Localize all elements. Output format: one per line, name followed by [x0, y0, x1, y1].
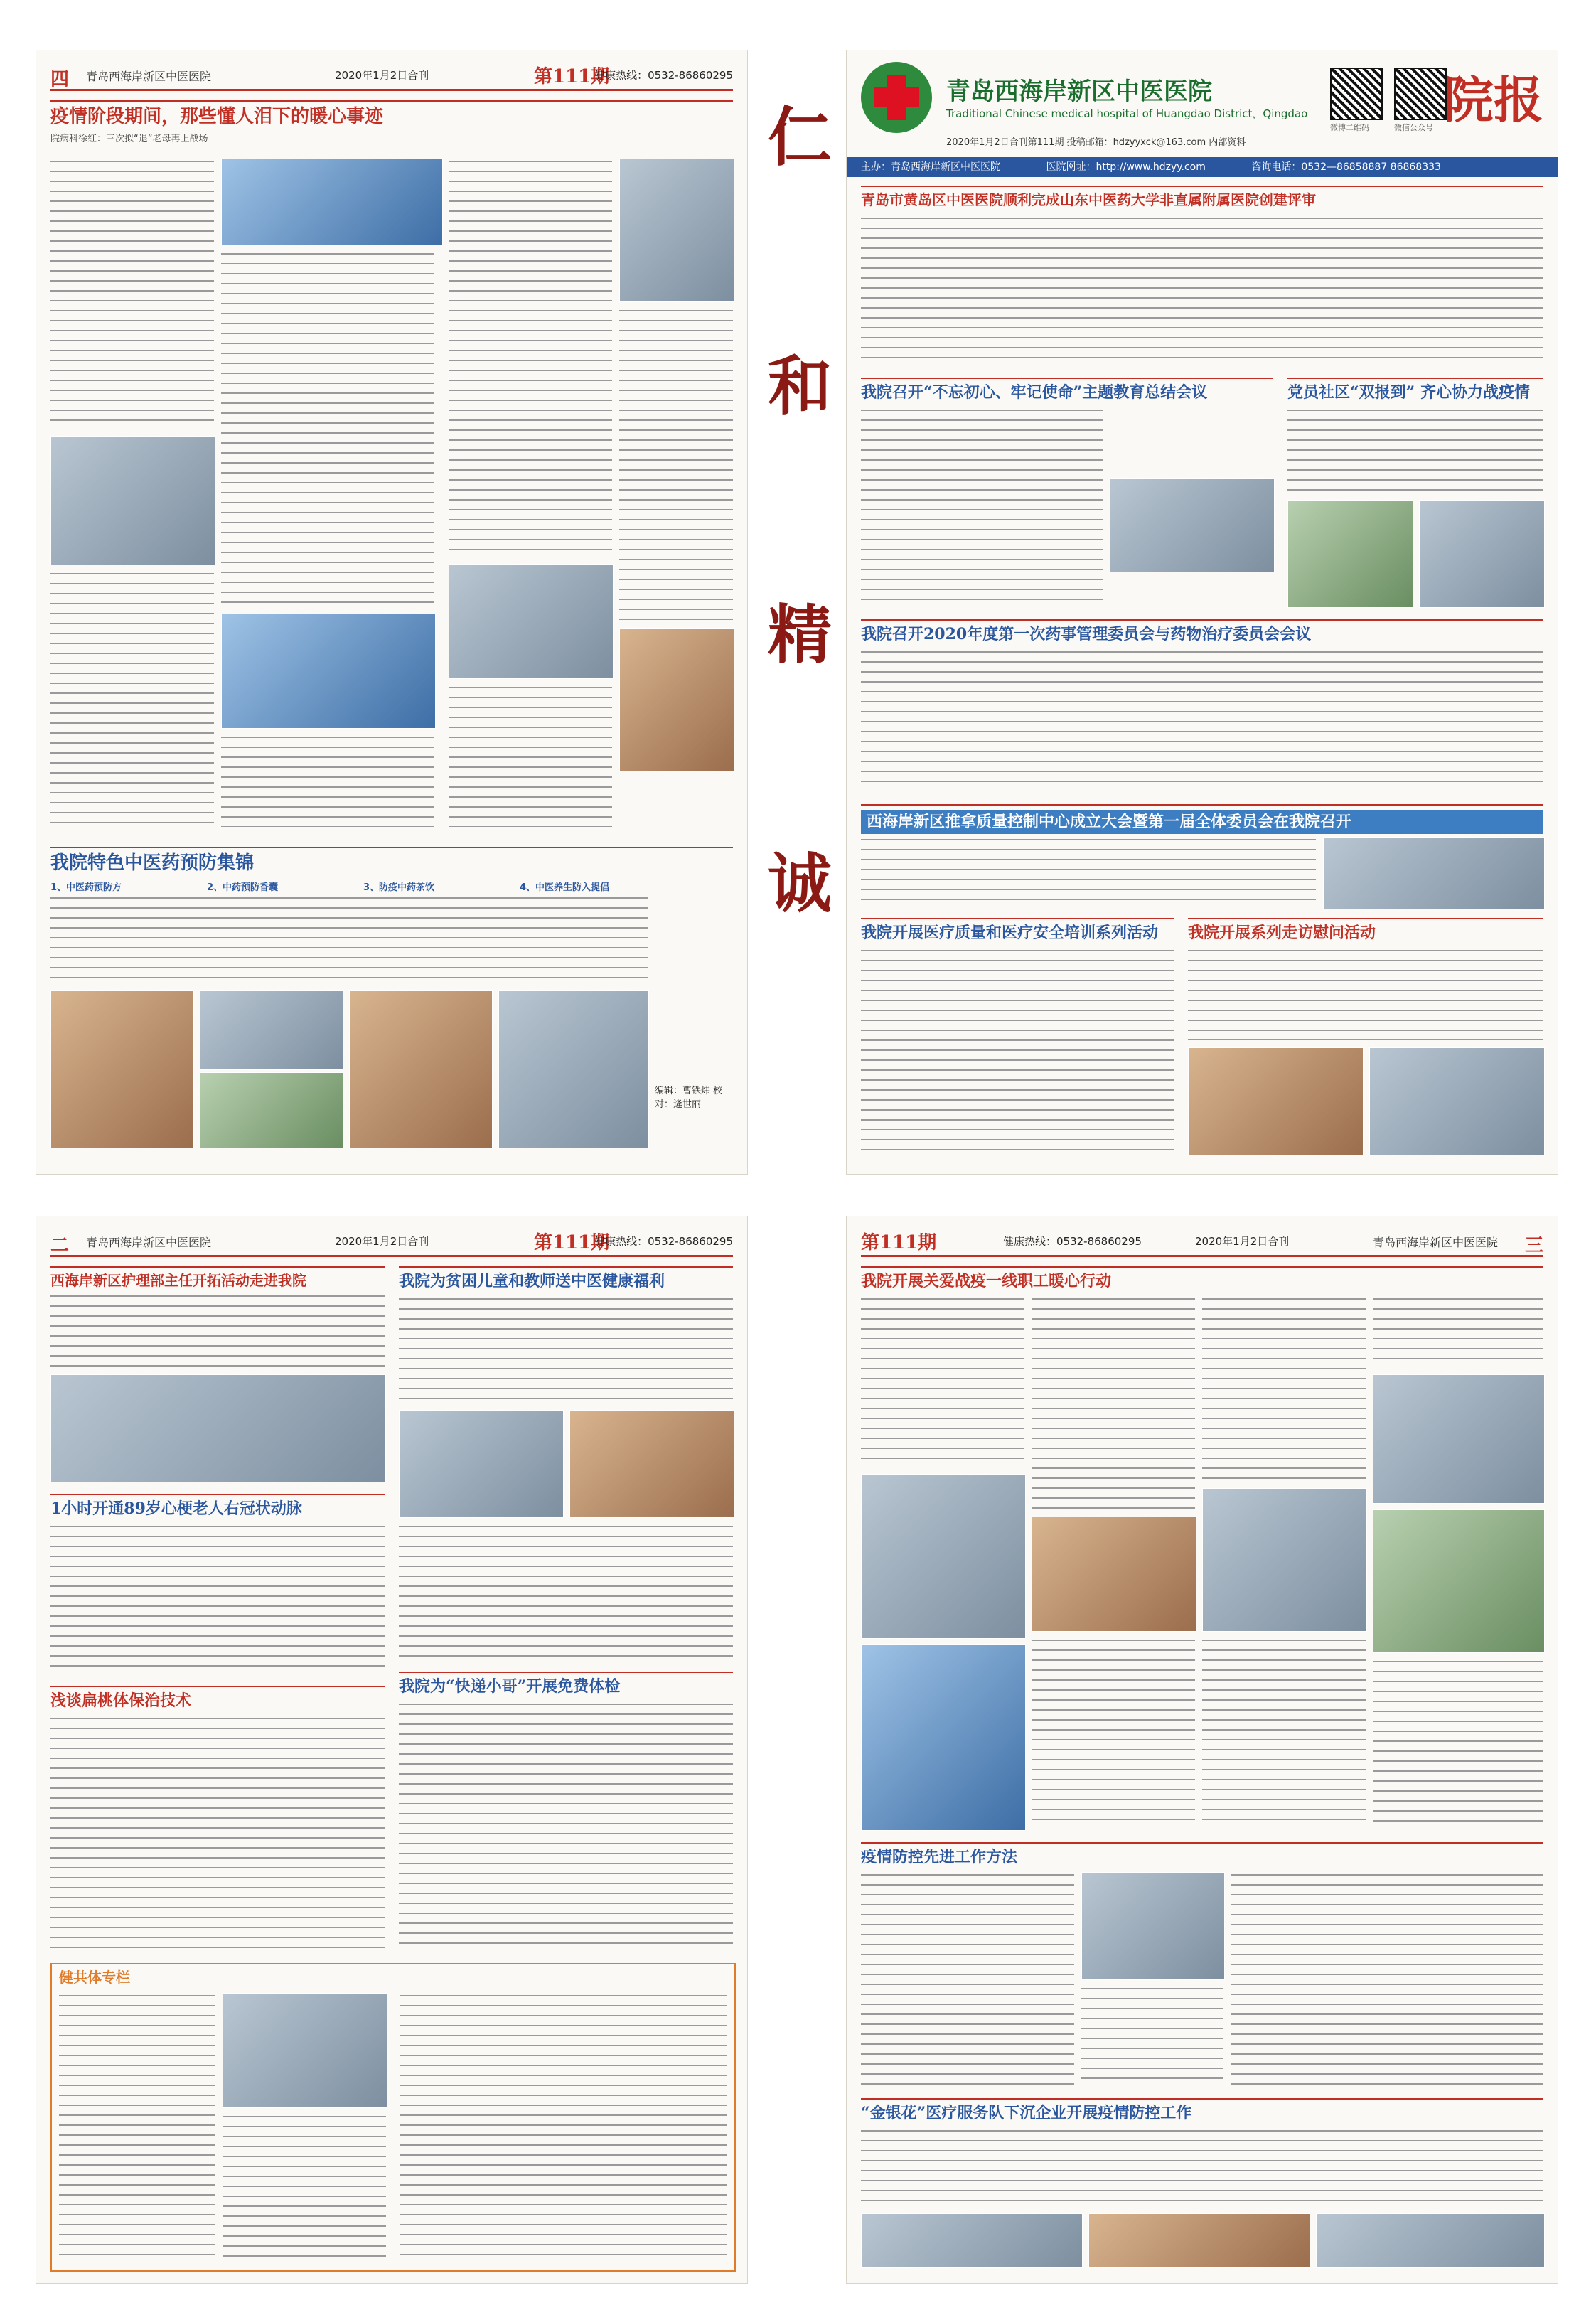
page-header — [50, 1226, 733, 1257]
photo — [1110, 478, 1275, 572]
article-body — [1373, 1296, 1543, 1367]
photo — [221, 159, 443, 245]
item-label: 2、中药预防香囊 — [207, 882, 279, 893]
photo — [1081, 1872, 1225, 1980]
article-body — [1287, 407, 1543, 493]
website: 医院网址：http://www.hdzyy.com — [1046, 161, 1206, 173]
article-body — [449, 685, 612, 827]
article-body — [399, 1701, 733, 1950]
article-body — [861, 948, 1174, 1154]
issue-date: 2020年1月2日合刊 — [335, 69, 429, 82]
hospital-logo — [861, 62, 932, 133]
article-massage-center — [861, 804, 1543, 912]
photo — [1088, 2213, 1310, 2268]
photo — [861, 1474, 1026, 1639]
headline: 党员社区“双报到” 齐心协力战疫情 — [1287, 383, 1530, 402]
article-care-frontline — [861, 1266, 1543, 1836]
headline: 健共体专栏 — [59, 1969, 130, 1986]
photo — [1316, 2213, 1545, 2268]
photo — [1369, 1047, 1545, 1155]
page-number: 四 — [50, 69, 70, 90]
item-label: 4、中医养生防入提倡 — [520, 882, 610, 893]
article-visits — [1188, 918, 1543, 1161]
hospital-name-en: Traditional Chinese medical hospital of Huangdao District，Qingdao — [946, 107, 1308, 120]
headline: 我院为贫困儿童和教师送中医健康福利 — [399, 1272, 665, 1290]
article-body — [50, 1293, 385, 1371]
photo — [861, 1644, 1026, 1831]
article-body — [449, 159, 612, 557]
health-community-column — [50, 1963, 736, 2272]
qr-code-icon — [1330, 68, 1383, 120]
headline: 青岛市黄岛区中医医院顺利完成山东中医药大学非直属附属医院创建评审 — [861, 191, 1316, 208]
qr-label: 微博二维码 — [1330, 123, 1369, 132]
page-number: 二 — [50, 1235, 70, 1256]
article-body — [221, 251, 434, 606]
headline: 我院开展医疗质量和医疗安全培训系列活动 — [861, 924, 1159, 942]
article-nursing-directors — [50, 1266, 385, 1488]
photo — [50, 1374, 386, 1482]
article-body — [221, 734, 434, 827]
photo — [200, 990, 343, 1070]
article-poor-children — [399, 1266, 733, 1666]
article-couriers — [399, 1672, 733, 1957]
article-honeysuckle-team — [861, 2098, 1543, 2270]
article-body — [50, 571, 214, 827]
motto-char: 精 — [768, 597, 832, 673]
article-quality-training — [861, 918, 1174, 1161]
issue-number: 第111期 — [534, 66, 610, 87]
hotline: 健康热线：0532-86860295 — [594, 69, 733, 82]
page-one — [846, 50, 1558, 1175]
motto-ribbon — [768, 85, 832, 1116]
masthead — [847, 50, 1558, 150]
headline: 1小时开通89岁心梗老人右冠状动脉 — [50, 1499, 302, 1518]
article-body — [1373, 1659, 1543, 1829]
motto-char: 诚 — [768, 846, 832, 921]
article-epidemic-stories — [50, 100, 733, 834]
article-tcm-prevention — [50, 847, 733, 1161]
article-body — [1032, 1296, 1195, 1509]
article-body — [50, 1524, 385, 1673]
article-body — [861, 407, 1103, 606]
article-body — [861, 215, 1543, 358]
photo — [50, 990, 194, 1148]
page-two — [36, 1216, 748, 2284]
photo — [1287, 500, 1413, 608]
headline: 西海岸新区护理部主任开拓活动走进我院 — [50, 1272, 306, 1289]
hotline: 健康热线：0532-86860295 — [1003, 1235, 1142, 1248]
sponsor: 主办：青岛西海岸新区中医医院 — [861, 161, 1000, 173]
photo — [221, 614, 436, 729]
photo — [349, 990, 493, 1148]
issue-number: 第111期 — [534, 1232, 610, 1253]
sponsor-bar — [847, 157, 1558, 177]
headline: 我院开展关爱战疫一线职工暖心行动 — [861, 1272, 1112, 1290]
motto-char: 仁 — [768, 100, 832, 175]
subheadline: 院病科徐红：三次拟“退”老母再上战场 — [50, 134, 208, 145]
article-body — [50, 895, 648, 980]
headline: 我院为“快递小哥”开展免费体检 — [399, 1677, 621, 1696]
article-body — [1032, 1637, 1195, 1829]
page-number: 三 — [1524, 1235, 1543, 1256]
paper-name: 青岛西海岸新区中医医院 — [86, 70, 212, 83]
article-body — [399, 1296, 733, 1403]
page-four — [36, 50, 748, 1175]
article-prevention-methods — [861, 1842, 1543, 2092]
article-body — [1231, 1872, 1543, 2085]
photo — [399, 1410, 564, 1518]
page-three — [846, 1216, 1558, 2284]
photo — [50, 436, 215, 565]
article-education — [861, 378, 1273, 614]
photo — [619, 159, 734, 302]
article-body — [1202, 1296, 1366, 1481]
item-label: 1、中医药预防方 — [50, 882, 122, 893]
article-body — [1188, 948, 1543, 1040]
article-body — [400, 1993, 727, 2263]
photo — [223, 1993, 387, 2108]
photo — [861, 2213, 1083, 2268]
article-body — [1202, 1637, 1366, 1829]
photo — [1419, 500, 1545, 608]
headline: 我院召开2020年度第一次药事管理委员会与药物治疗委员会会议 — [861, 625, 1312, 643]
article-body — [223, 2114, 386, 2263]
issue-date: 2020年1月2日合刊 — [335, 1235, 429, 1248]
headline: 我院特色中医药预防集锦 — [50, 852, 255, 874]
paper-name: 青岛西海岸新区中医医院 — [1373, 1236, 1499, 1249]
article-body — [861, 649, 1543, 791]
hospital-name: 青岛西海岸新区中医医院 — [946, 77, 1212, 106]
headline: 西海岸新区推拿质量控制中心成立大会暨第一届全体委员会在我院召开 — [861, 810, 1543, 834]
item-label: 3、防疫中药茶饮 — [363, 882, 435, 893]
article-body — [619, 308, 733, 621]
paper-name: 青岛西海岸新区中医医院 — [86, 1236, 212, 1249]
headline: 浅谈扁桃体保治技术 — [50, 1691, 192, 1710]
article-accreditation — [861, 186, 1543, 372]
article-body — [861, 2128, 1543, 2206]
photo — [569, 1410, 734, 1518]
issue-date: 2020年1月2日合刊 — [1195, 1235, 1290, 1248]
motto-char: 和 — [768, 348, 832, 424]
headline: 我院召开“不忘初心、牢记使命”主题教育总结会议 — [861, 383, 1208, 402]
qr-code-icon — [1394, 68, 1447, 120]
article-community — [1287, 378, 1543, 614]
photo — [1373, 1374, 1545, 1504]
article-pharmacy — [861, 619, 1543, 798]
front-meta: 2020年1月2日合刊第111期 投稿邮箱：hdzyyxck@163.com 内部资料 — [946, 137, 1246, 148]
article-body — [861, 837, 1316, 908]
article-body — [861, 1872, 1074, 2085]
issue-number: 第111期 — [861, 1232, 937, 1253]
paper-title: 院报 — [1444, 70, 1543, 129]
headline: 我院开展系列走访慰问活动 — [1188, 924, 1376, 942]
article-cardiology — [50, 1494, 385, 1680]
photo — [498, 990, 649, 1148]
article-body — [59, 1993, 215, 2263]
consult-phone: 咨询电话：0532—86858887 86868333 — [1251, 161, 1441, 173]
article-body — [399, 1524, 733, 1659]
page-header — [861, 1226, 1543, 1257]
article-body — [1081, 1986, 1223, 2085]
editor-credit: 编辑：曹铁炜 校对：逄世丽 — [655, 1086, 723, 1110]
headline: “金银花”医疗服务队下沉企业开展疫情防控工作 — [861, 2104, 1192, 2122]
photo — [1202, 1488, 1367, 1632]
article-body — [50, 1716, 385, 1950]
page-header — [50, 60, 733, 91]
photo — [1188, 1047, 1364, 1155]
hotline: 健康热线：0532-86860295 — [594, 1235, 733, 1248]
cross-icon — [874, 87, 919, 107]
photo — [1373, 1509, 1545, 1653]
photo — [449, 564, 614, 679]
article-tonsils — [50, 1686, 385, 1957]
photo — [1323, 837, 1545, 909]
headline: 疫情防控先进工作方法 — [861, 1848, 1018, 1866]
photo — [200, 1072, 343, 1148]
article-body — [861, 1296, 1024, 1467]
photo — [619, 628, 734, 771]
article-body — [50, 159, 214, 429]
photo — [1032, 1517, 1196, 1632]
headline: 疫情阶段期间，那些懂人泪下的暖心事迹 — [50, 106, 384, 127]
qr-label: 微信公众号 — [1394, 123, 1433, 132]
